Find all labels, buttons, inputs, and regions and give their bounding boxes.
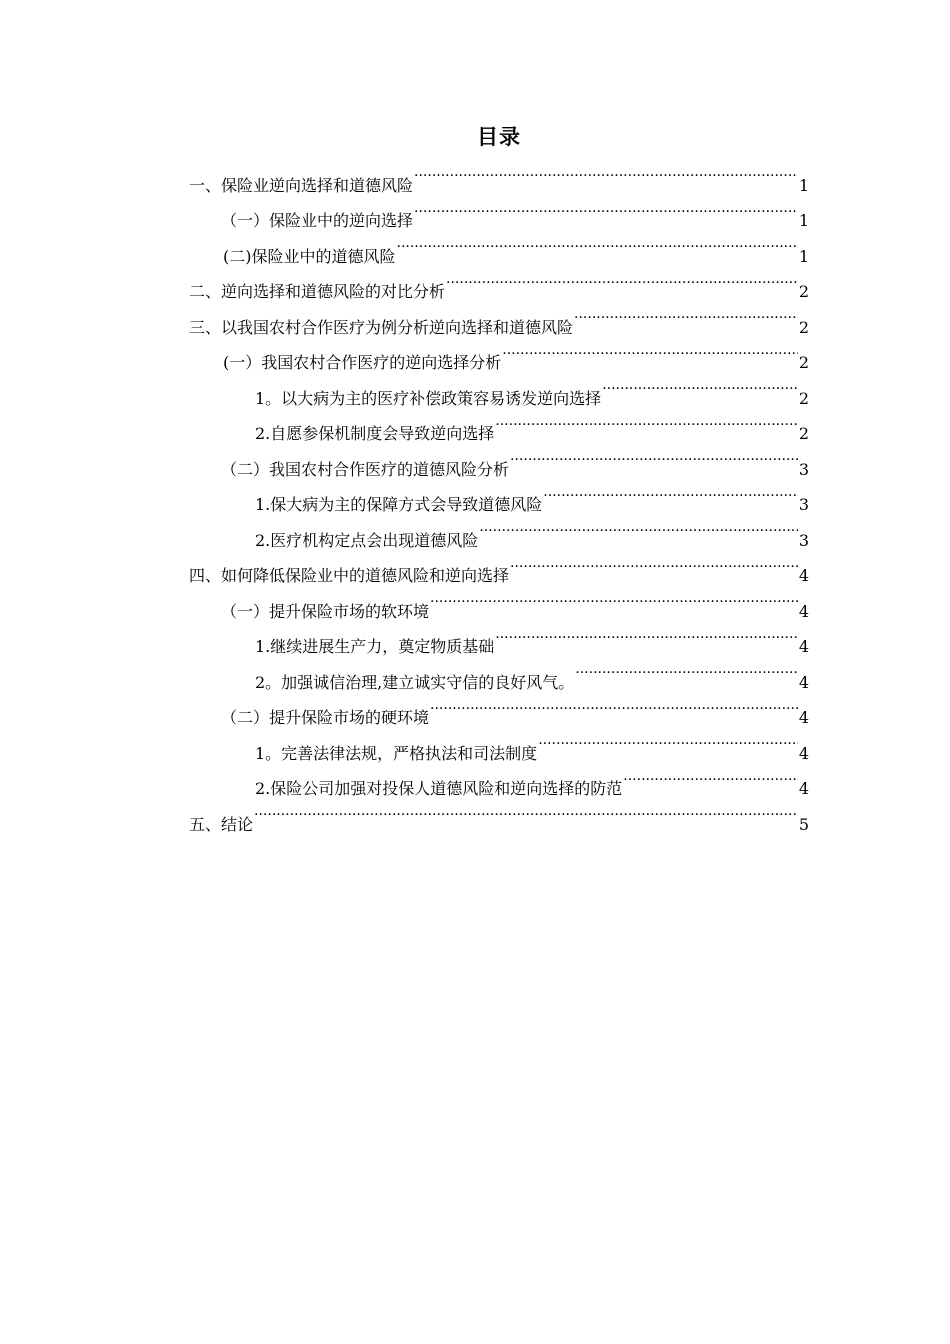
toc-dot-leader — [574, 297, 798, 333]
toc-entry[interactable] — [189, 546, 809, 585]
toc-dot-leader — [479, 510, 798, 546]
toc-entry-text: 2。加强诚信治理,建立诚实守信的良好风气。 — [255, 672, 575, 692]
toc-page-number: 4 — [798, 637, 809, 656]
toc-dot-leader — [543, 475, 798, 511]
toc-entry[interactable] — [189, 155, 809, 195]
toc-page-number: 2 — [798, 388, 809, 408]
toc-entry[interactable] — [189, 759, 809, 798]
toc-entry-text: （二）我国农村合作医疗的道德风险分析 — [221, 459, 510, 479]
toc-entry-text: （一）保险业中的逆向选择 — [221, 211, 414, 230]
toc-dot-leader — [495, 617, 798, 653]
toc-page-number: 4 — [798, 672, 809, 692]
toc-page-number: 2 — [798, 317, 809, 337]
toc-dot-leader — [538, 723, 798, 759]
toc-entry-text: 1。完善法律法规，严格执法和司法制度 — [255, 743, 538, 763]
toc-entry-text: 四、如何降低保险业中的道德风险和逆向选择 — [189, 566, 510, 585]
toc-page-number: 4 — [798, 743, 809, 763]
toc-page-number: 1 — [798, 246, 809, 266]
toc-entry-text: 2.医疗机构定点会出现道德风险 — [255, 530, 479, 550]
toc-entry-text: （二）提升保险市场的硬环境 — [221, 708, 430, 727]
toc-dot-leader — [430, 581, 798, 617]
toc-dot-leader — [430, 688, 798, 724]
toc-entry-text: 一、保险业逆向选择和道德风险 — [189, 175, 414, 195]
toc-dot-leader — [495, 404, 798, 440]
toc-entry-text: （一）提升保险市场的软环境 — [221, 601, 430, 621]
toc-entry[interactable] — [189, 510, 809, 550]
toc-entry[interactable] — [189, 723, 809, 763]
toc-entry-text: (一）我国农村合作医疗的逆向选择分析 — [223, 353, 502, 372]
toc-dot-leader — [414, 155, 798, 191]
toc-dot-leader — [397, 226, 798, 262]
toc-entry-text: 2.自愿参保机制度会导致逆向选择 — [255, 424, 495, 443]
toc-entry[interactable] — [189, 581, 809, 621]
toc-dot-leader — [623, 759, 798, 795]
toc-entry-text: 1。以大病为主的医疗补偿政策容易诱发逆向选择 — [255, 388, 602, 408]
toc-dot-leader — [575, 652, 798, 688]
toc-page-number: 3 — [798, 495, 809, 514]
toc-entry[interactable] — [189, 475, 809, 514]
toc-entry[interactable] — [189, 439, 809, 479]
toc-dot-leader — [602, 368, 798, 404]
toc-entry-text: 三、以我国农村合作医疗为例分析逆向选择和道德风险 — [189, 317, 574, 337]
toc-entry[interactable] — [189, 688, 809, 727]
table-of-contents — [189, 155, 809, 834]
toc-page-number: 2 — [798, 282, 809, 301]
toc-entry[interactable] — [189, 652, 809, 692]
toc-entry-text: 五、结论 — [189, 814, 254, 834]
toc-entry-text: 1.继续进展生产力，奠定物质基础 — [255, 637, 495, 656]
toc-entry[interactable] — [189, 191, 809, 230]
toc-entry-text: (二)保险业中的道德风险 — [223, 246, 396, 266]
toc-page-number: 1 — [798, 211, 809, 230]
toc-page-number: 1 — [798, 175, 809, 195]
toc-page-number: 2 — [798, 424, 809, 443]
toc-entry[interactable] — [189, 297, 809, 337]
toc-page-number: 3 — [798, 530, 809, 550]
toc-entry[interactable] — [189, 333, 809, 372]
toc-entry[interactable] — [189, 617, 809, 656]
toc-page-number: 5 — [798, 814, 809, 834]
toc-page-number: 3 — [798, 459, 809, 479]
toc-dot-leader — [510, 439, 798, 475]
toc-title: 目录 — [477, 124, 521, 149]
toc-entry[interactable] — [189, 368, 809, 408]
toc-dot-leader — [446, 262, 798, 298]
toc-page-number: 4 — [798, 601, 809, 621]
toc-page-number: 2 — [798, 353, 809, 372]
toc-page-number: 4 — [798, 708, 809, 727]
toc-entry-text: 二、逆向选择和道德风险的对比分析 — [189, 282, 446, 301]
toc-entry[interactable] — [189, 794, 809, 834]
toc-entry-text: 2.保险公司加强对投保人道德风险和逆向选择的防范 — [255, 779, 623, 798]
toc-entry[interactable] — [189, 226, 809, 266]
toc-dot-leader — [254, 794, 798, 830]
toc-dot-leader — [510, 546, 798, 582]
toc-page-number: 4 — [798, 779, 809, 798]
toc-entry-text: 1.保大病为主的保障方式会导致道德风险 — [255, 495, 543, 514]
toc-page-number: 4 — [798, 566, 809, 585]
toc-entry[interactable] — [189, 404, 809, 443]
toc-dot-leader — [414, 191, 798, 227]
toc-entry[interactable] — [189, 262, 809, 301]
toc-dot-leader — [502, 333, 798, 369]
